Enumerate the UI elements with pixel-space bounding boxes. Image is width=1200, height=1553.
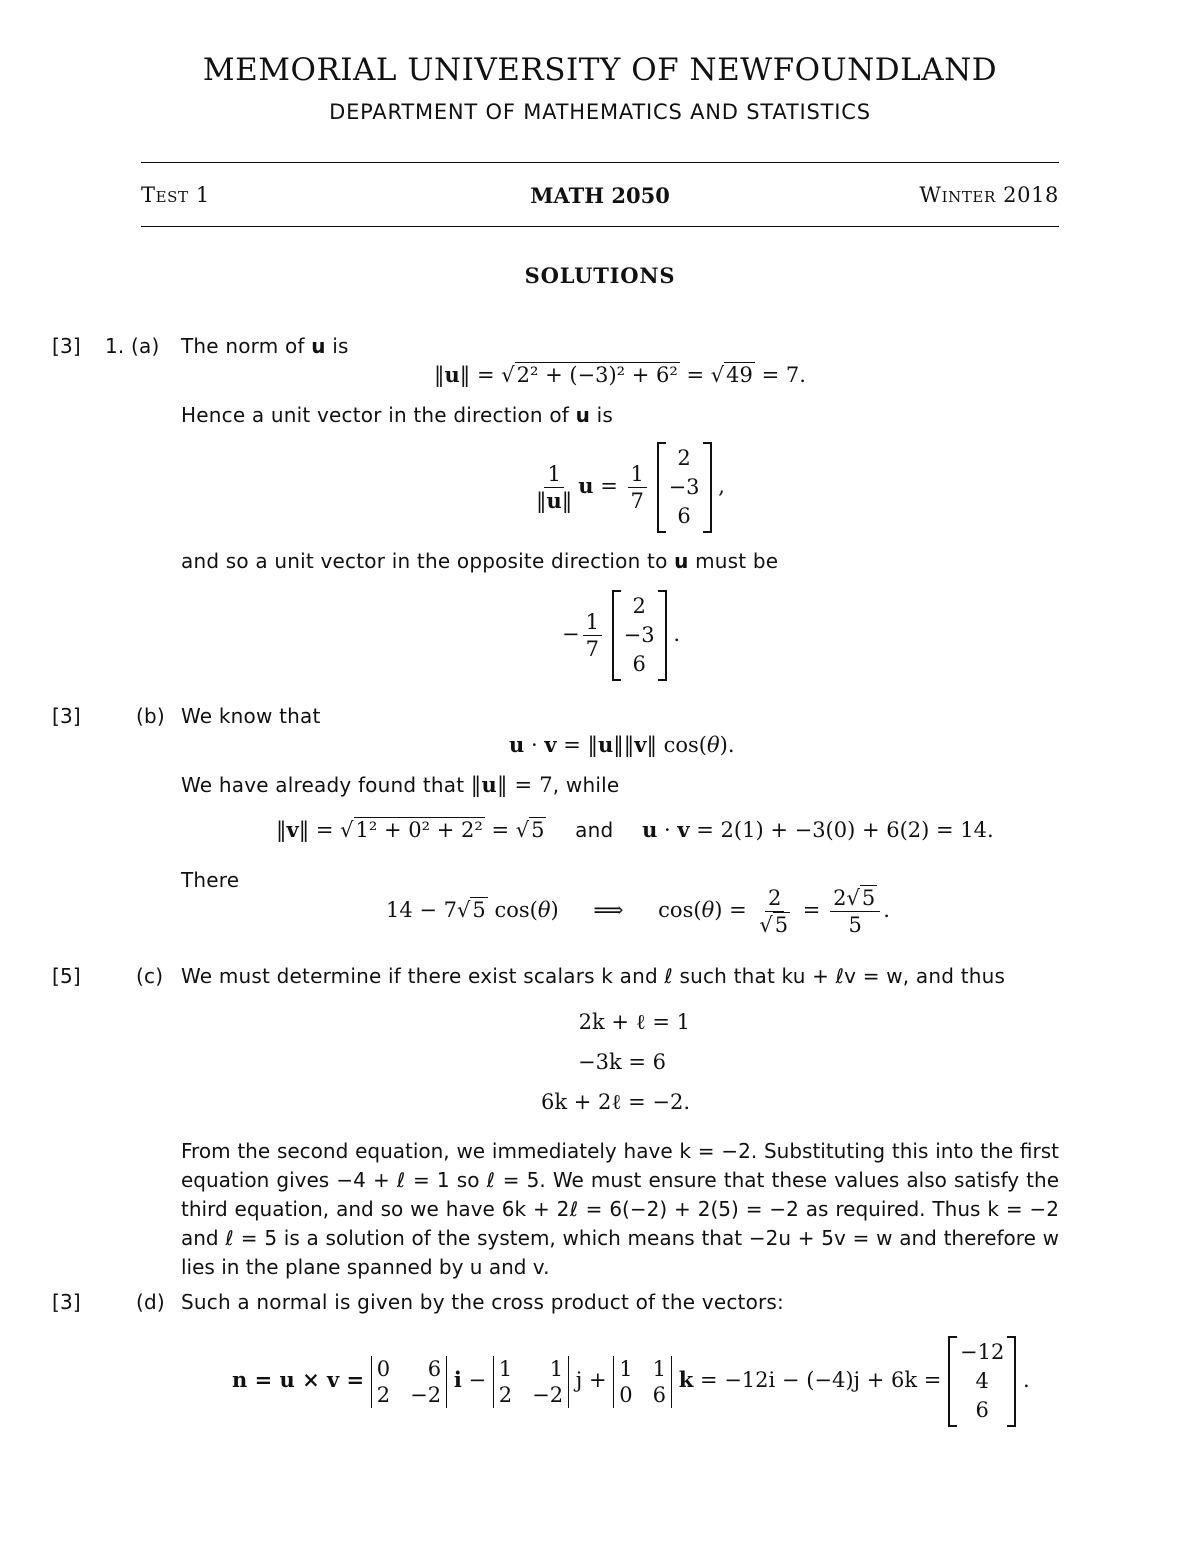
term-label: Winter 2018	[919, 183, 1059, 207]
norm-u-equation: ‖u‖ = √2² + (−3)² + 6² = √49 = 7.	[434, 362, 806, 387]
test-label: Test 1	[141, 183, 210, 207]
part-label-d: (d)	[136, 1290, 165, 1314]
marks-d: [3]	[52, 1290, 81, 1314]
marks-c: [5]	[52, 964, 81, 988]
part-label-c: (c)	[136, 964, 164, 988]
text-b2: We have already found that ‖u‖ = 7, while	[181, 772, 620, 797]
determinant-j: 1 1 2 −2	[493, 1356, 569, 1408]
dot-product-formula: u · v = ‖u‖‖v‖ cos(θ).	[509, 732, 735, 757]
determinant-i: 0 6 2 −2	[371, 1356, 447, 1408]
top-rule	[141, 162, 1059, 163]
vector-u-opposite: 2 −3 6	[612, 590, 667, 681]
department-name: DEPARTMENT OF MATHEMATICS AND STATISTICS	[329, 100, 871, 124]
course-code: MATH 2050	[530, 183, 670, 208]
text-d1: Such a normal is given by the cross product of the vectors:	[181, 1290, 784, 1314]
vector-u: 2 −3 6	[657, 442, 712, 533]
marks-a: [3]	[52, 334, 81, 358]
cos-theta-equation: 14 − 7√5 cos(θ) ⟹ cos(θ) = $\frac{2}{√5}$ = $\frac{2√5}{5}$ .	[386, 886, 890, 937]
text-b3: There	[181, 868, 240, 892]
normal-vector: −12 4 6	[948, 1336, 1016, 1427]
page-title: SOLUTIONS	[524, 263, 676, 288]
text-a2: Hence a unit vector in the direction of u is	[181, 403, 613, 427]
text-a1: The norm of u is	[181, 334, 349, 358]
question-number: 1.	[105, 334, 125, 358]
part-label-b: (b)	[136, 704, 165, 728]
linear-system	[540, 1002, 690, 1122]
marks-b: [3]	[52, 704, 81, 728]
determinant-k: 1 1 0 6	[613, 1356, 672, 1408]
university-name: MEMORIAL UNIVERSITY OF NEWFOUNDLAND	[202, 52, 998, 88]
system-eq-1: 2k + ℓ = 1	[578, 1010, 690, 1034]
system-eq-2: −3k = 6	[578, 1050, 666, 1074]
bottom-rule	[141, 226, 1059, 227]
system-eq-3: 6k + 2ℓ = −2.	[540, 1090, 690, 1114]
text-b1: We know that	[181, 704, 321, 728]
text-c1: We must determine if there exist scalars k and ℓ such that ku + ℓv = w, and thus	[181, 964, 1006, 988]
solution-paragraph-c: From the second equation, we immediately have k = −2. Substituting this into the first equation gives −4 + ℓ = 1 so ℓ = 5. We must ensure that these values also satisfy the third equation, and so we have 6k + 2ℓ = 6(−2) + 2(5) = −2 as required. Thus k = −2 and ℓ = 5 is a solution of the system, which means that −2u + 5v = w and therefore w lies in the plane spanned by u and v.	[181, 1139, 1059, 1279]
text-a3: and so a unit vector in the opposite direction to u must be	[181, 549, 779, 573]
unit-vector-equation: $\frac{1}{‖u‖}$ u = $\frac{1}{7}$ 2 −3 6 ,	[530, 442, 725, 533]
norm-v-and-dot: ‖v‖ = √1² + 0² + 2² = √5 and u · v = 2(1) + −3(0) + 6(2) = 14.	[276, 817, 994, 842]
cross-product-equation: n = u × v = 0 6 2 −2 i − 1 1 2 −2 j + 1 1 0 6 k = −12i − (−4)j + 6k = −12 4 6 .	[232, 1336, 1030, 1427]
opposite-unit-vector: − $\frac{1}{7}$ 2 −3 6 .	[562, 590, 680, 681]
part-label-a: (a)	[131, 334, 160, 358]
